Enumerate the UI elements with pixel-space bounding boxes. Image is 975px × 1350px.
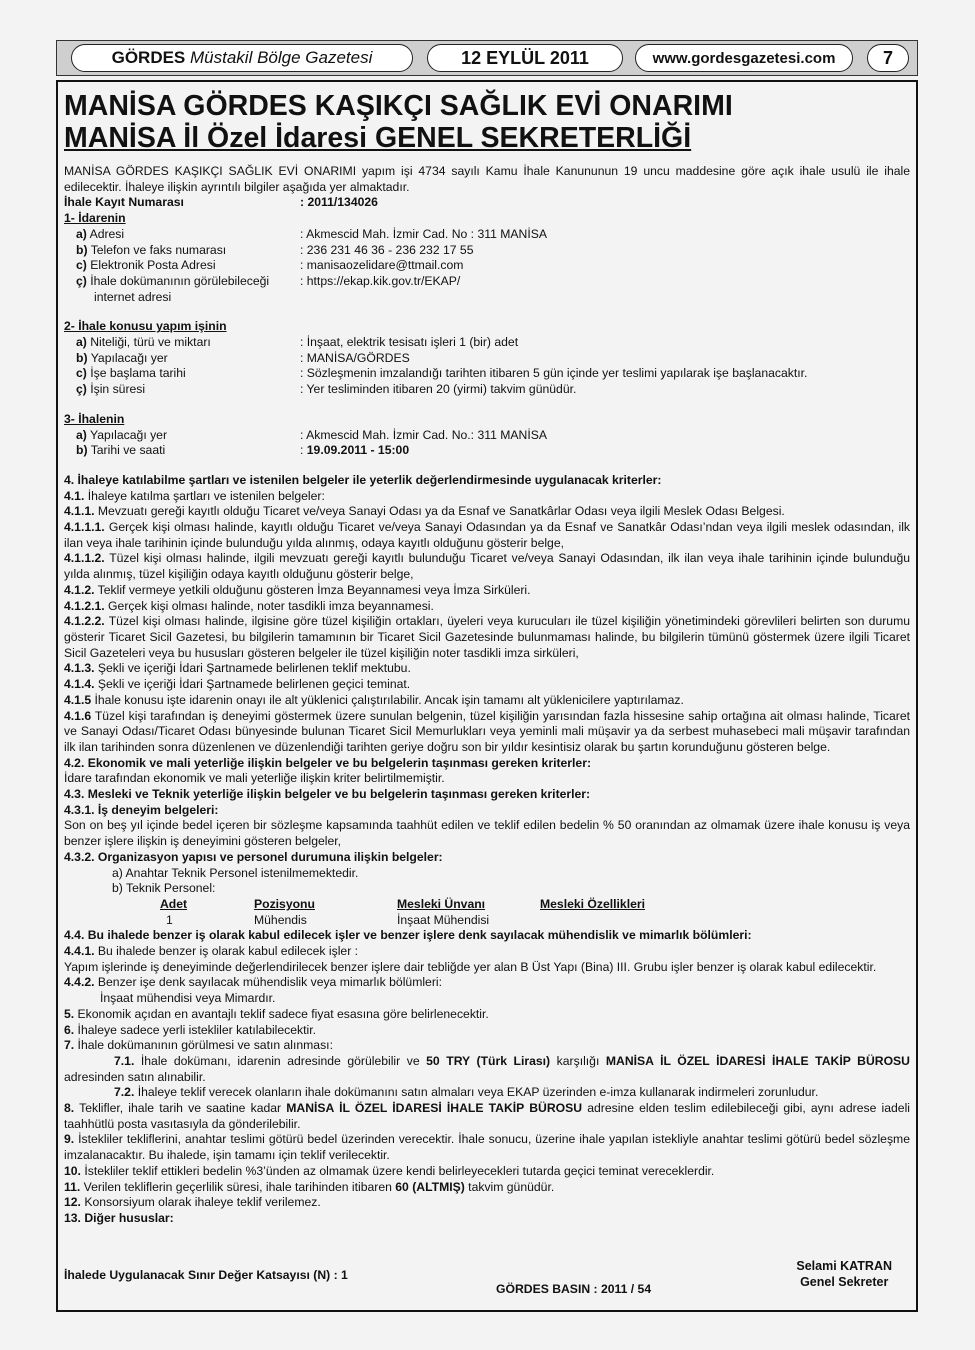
section-1-row: c) Elektronik Posta Adresi : manisaozelidare@ttmail.com — [76, 258, 464, 273]
clause: 4.1.4. Şekli ve içeriği İdari Şartnamede belirlenen geçici teminat. — [64, 677, 411, 692]
press-number: GÖRDES BASIN : 2011 / 54 — [496, 1282, 652, 1296]
clause-heading: 4.3. Mesleki ve Teknik yeterliğe ilişkin belgeler ve bu belgelerin taşınması gereken kriterler: — [64, 787, 591, 802]
section-2-row: a) Niteliği, türü ve miktarı : İnşaat, elektrik tesisatı işleri 1 (bir) adet — [76, 335, 519, 350]
registration-label: İhale Kayıt Numarası — [64, 195, 184, 210]
clause-text: Son on beş yıl içinde bedel içeren bir sözleşme kapsamında taahhüt edilen ve teklif edilen bedelin % 50 oranından az olmamak üzere ihale konusu iş veya benzer işlere ilişkin iş deneyimini gösteren belgeler, — [64, 818, 910, 849]
notice-authority: MANİSA İl Özel İdaresi GENEL SEKRETERLİĞİ — [64, 122, 692, 154]
clause: 4.1.1.1. Gerçek kişi olması halinde, kayıtlı olduğu Ticaret ve/veya Sanayi Odasından ya da Esnaf ve Sanatkâr Odası’ndan veya ilgili meslek odasından, ilk ilan veya ihale tarihinin içinde bulunduğu yılda alınmış, odaya kayıtlı olduğunu gösterir belge, — [64, 520, 910, 550]
section-1-row-cont: internet adresi — [94, 289, 172, 304]
clause-heading: 4.3.2. Organizasyon yapısı ve personel durumuna ilişkin belgeler: — [64, 849, 443, 864]
clause: 4.1.1.2. Tüzel kişi olması halinde, ilgili mevzuatı gereği kayıtlı bulunduğu Ticaret ve/veya Sanayi Odasından, ilk ilan veya ihale tarihinin içinde bulunduğu yılda alınmış, tüzel kişiliğin odaya kayıtlı olduğunu gösterir belge, — [64, 551, 910, 582]
clause: 10. İstekliler teklif ettikleri bedelin %3’ünden az olmamak üzere kendi belirleyecekleri tutarda geçici teminat vereceklerdir. — [64, 1163, 715, 1178]
clause: 5. Ekonomik açıdan en avantajlı teklif sadece fiyat esasına göre belirlenecektir. — [64, 1006, 489, 1021]
clause-heading: 4.3.1. İş deneyim belgeleri: — [64, 802, 219, 817]
clause-heading: 4.4. Bu ihalede benzer iş olarak kabul edilecek işler ve benzer işlere denk sayılacak mühendislik ve mimarlık bölümleri: — [64, 928, 752, 943]
section-2-title: 2- İhale konusu yapım işinin — [64, 319, 227, 334]
signer-title: Genel Sekreter — [800, 1275, 889, 1289]
clause: 7. İhale dokümanının görülmesi ve satın alınması: — [64, 1038, 333, 1053]
clause: 4.1.6 Tüzel kişi tarafından iş deneyimi göstermek üzere sunulan belgenin, tüzel kişiliğin yarısından fazla hissesine sahip ortağına ait olması halinde, Ticaret ve Sanayi Odası/Ticaret Odası bünyesinde bulunan Ticaret Sicil Memurlukları veya yeminli mali müşavir ya da serbest muhasebeci mali müşavir tarafından ilk ilan tarihinden sonra düzenlenen ve düzenlendiği tarihten geriye doğru son bir yıldır kesintisiz olarak bu şartın korunduğunu gösteren belge. — [64, 708, 910, 754]
personnel-table-row: 1 Mühendis İnşaat Mühendisi — [166, 912, 490, 927]
registration-value: : 2011/134026 — [300, 195, 378, 210]
clause-text: Yapım işlerinde iş deneyiminde değerlendirilecek benzer işlere dair tebliğde yer alan B Üst Yapı (Bina) III. Grubu işler benzer iş olarak kabul edilecektir. — [64, 959, 877, 974]
notice-footer — [64, 1260, 910, 1300]
clause: 4.4.2. Benzer işe denk sayılacak mühendislik veya mimarlık bölümleri: — [64, 975, 442, 990]
clause: 8. Teklifler, ihale tarih ve saatine kadar MANİSA İL ÖZEL İDARESİ İHALE TAKİP BÜROSU adresine elden teslim edilebileceği gibi, aynı adrese iadeli taahhütlü posta vasıtasıyla da gönderilebilir. — [64, 1101, 911, 1131]
page-number: 7 — [867, 44, 909, 72]
clause: 4.1.2.2. Tüzel kişi olması halinde, ilgisine göre tüzel kişiliğin ortakları, üyeleri veya kurucuları ile tüzel kişiliğin yönetimindeki görevlileri belirten son durumu gösterir Ticaret Sicil Gazetesi, bu bilgilerin tamamının bir Ticaret Sicil Gazetesinde bulunmaması halinde, bu bilgilerin tümünü göstermek üzere ilgili Ticaret Sicil Gazeteleri veya bu hususları gösteren belgeler ile tüzel kişiliğin noter tasdikli imza sirküleri, — [64, 614, 910, 660]
clause: 4.1.3. Şekli ve içeriği İdari Şartnamede belirlenen teklif mektubu. — [64, 661, 411, 676]
personnel-table-header: Adet Pozisyonu Mesleki Ünvanı Mesleki Özellikleri — [160, 896, 646, 911]
clause: 12. Konsorsiyum olarak ihaleye teklif verilemez. — [64, 1195, 321, 1210]
clause: 9. İstekliler tekliflerini, anahtar teslimi götürü bedel üzerinden verecektir. İhale sonucu, üzerine ihale yapılan istekliyle anahtar teslimi götürü bedel sözleşme imzalanacaktır. Bu ihalede, işin tamamı için teklif verilecektir. — [64, 1132, 910, 1163]
paper-subtitle: Müstakil Bölge Gazetesi — [190, 48, 373, 67]
signer-name: Selami KATRAN — [796, 1259, 892, 1273]
section-1-title: 1- İdarenin — [64, 211, 126, 226]
clause: 4.1. İhaleye katılma şartları ve istenilen belgeler: — [64, 488, 325, 503]
issue-date: 12 EYLÜL 2011 — [427, 44, 623, 72]
intro-paragraph: MANİSA GÖRDES KAŞIKÇI SAĞLIK EVİ ONARIMI yapım işi 4734 sayılı Kamu İhale Kanununun 19 uncu maddesine göre açık ihale usulü ile ihale edilecektir. İhaleye ilişkin ayrıntılı bilgiler aşağıda yer almaktadır. — [64, 164, 910, 194]
section-1-row: ç) İhale dokümanının görülebileceği : https://ekap.kik.gov.tr/EKAP/ — [76, 273, 461, 288]
clause: 4.1.2.1. Gerçek kişi olması halinde, noter tasdikli imza beyannamesi. — [64, 598, 434, 613]
paper-name-pill — [71, 44, 413, 72]
clause: 7.1. İhale dokümanı, idarenin adresinde görülebilir ve 50 TRY (Türk Lirası) karşılığı MANİSA İL ÖZEL İDARESİ İHALE TAKİP BÜROSU adresinden satın alınabilir. — [64, 1053, 910, 1084]
clause: 11. Verilen tekliflerin geçerlilik süresi, ihale tarihinden itibaren 60 (ALTMIŞ) takvim günüdür. — [64, 1179, 555, 1194]
website-url: www.gordesgazetesi.com — [635, 44, 853, 72]
newspaper-header — [56, 40, 918, 76]
clause-text: a) Anahtar Teknik Personel istenilmemektedir. — [112, 865, 359, 880]
section-1-row: a) Adresi : Akmescid Mah. İzmir Cad. No : 311 MANİSA — [76, 226, 547, 241]
registration-row — [64, 195, 910, 211]
paper-name: GÖRDES — [111, 48, 186, 67]
section-3-row: b) Tarihi ve saati : 19.09.2011 - 15:00 — [76, 443, 410, 458]
clause: 4.1.1. Mevzuatı gereği kayıtlı olduğu Ticaret ve/veya Sanayi Odası ya da Esnaf ve Sanatkârlar Odası veya ilgili Meslek Odası Belgesi. — [64, 504, 785, 519]
clause-heading: 4.2. Ekonomik ve mali yeterliğe ilişkin belgeler ve bu belgelerin taşınması gereken kriterler: — [64, 755, 591, 770]
section-3-title: 3- İhalenin — [64, 411, 125, 426]
clause: 4.1.2. Teklif vermeye yetkili olduğunu gösteren İmza Beyannamesi veya İmza Sirküleri. — [64, 582, 531, 597]
section-2-row: c) İşe başlama tarihi : Sözleşmenin imzalandığı tarihten itibaren 5 gün içinde yer teslimi yapılarak işe başlanacaktır. — [76, 366, 808, 381]
clause-text: b) Teknik Personel: — [112, 881, 216, 896]
threshold-coefficient: İhalede Uygulanacak Sınır Değer Katsayısı (N) : 1 — [64, 1268, 348, 1282]
clause: 4.4.1. Bu ihalede benzer iş olarak kabul edilecek işler : — [64, 944, 359, 959]
notice-title: MANİSA GÖRDES KAŞIKÇI SAĞLIK EVİ ONARIMI — [64, 90, 733, 122]
clause: 7.2. İhaleye teklif verecek olanların ihale dokümanını satın almaları veya EKAP üzerinden e-imza kullanarak indirmeleri zorunludur. — [114, 1085, 819, 1100]
section-2-row: b) Yapılacağı yer : MANİSA/GÖRDES — [76, 350, 410, 365]
tender-notice — [56, 80, 918, 1312]
section-4-heading: 4. İhaleye katılabilme şartları ve istenilen belgeler ile yeterlik değerlendirmesinde uygulanacak kriterler: — [64, 472, 662, 487]
clause-text: İnşaat mühendisi veya Mimardır. — [100, 991, 276, 1006]
clause: 4.1.5 İhale konusu işte idarenin onayı ile alt yüklenici çalıştırılabilir. Ancak işin tamamı alt yüklenicilere yaptırılamaz. — [64, 692, 684, 707]
clause: 6. İhaleye sadece yerli istekliler katılabilecektir. — [64, 1022, 316, 1037]
section-1-row: b) Telefon ve faks numarası : 236 231 46 36 - 236 232 17 55 — [76, 242, 474, 257]
signature-block — [796, 1258, 892, 1290]
section-2-row: ç) İşin süresi : Yer tesliminden itibaren 20 (yirmi) takvim günüdür. — [76, 382, 577, 397]
clause-text: İdare tarafından ekonomik ve mali yeterliğe ilişkin kriter belirtilmemiştir. — [64, 771, 445, 786]
section-3-row: a) Yapılacağı yer : Akmescid Mah. İzmir Cad. No.: 311 MANİSA — [76, 427, 547, 442]
clause-heading: 13. Diğer hususlar: — [64, 1211, 174, 1225]
